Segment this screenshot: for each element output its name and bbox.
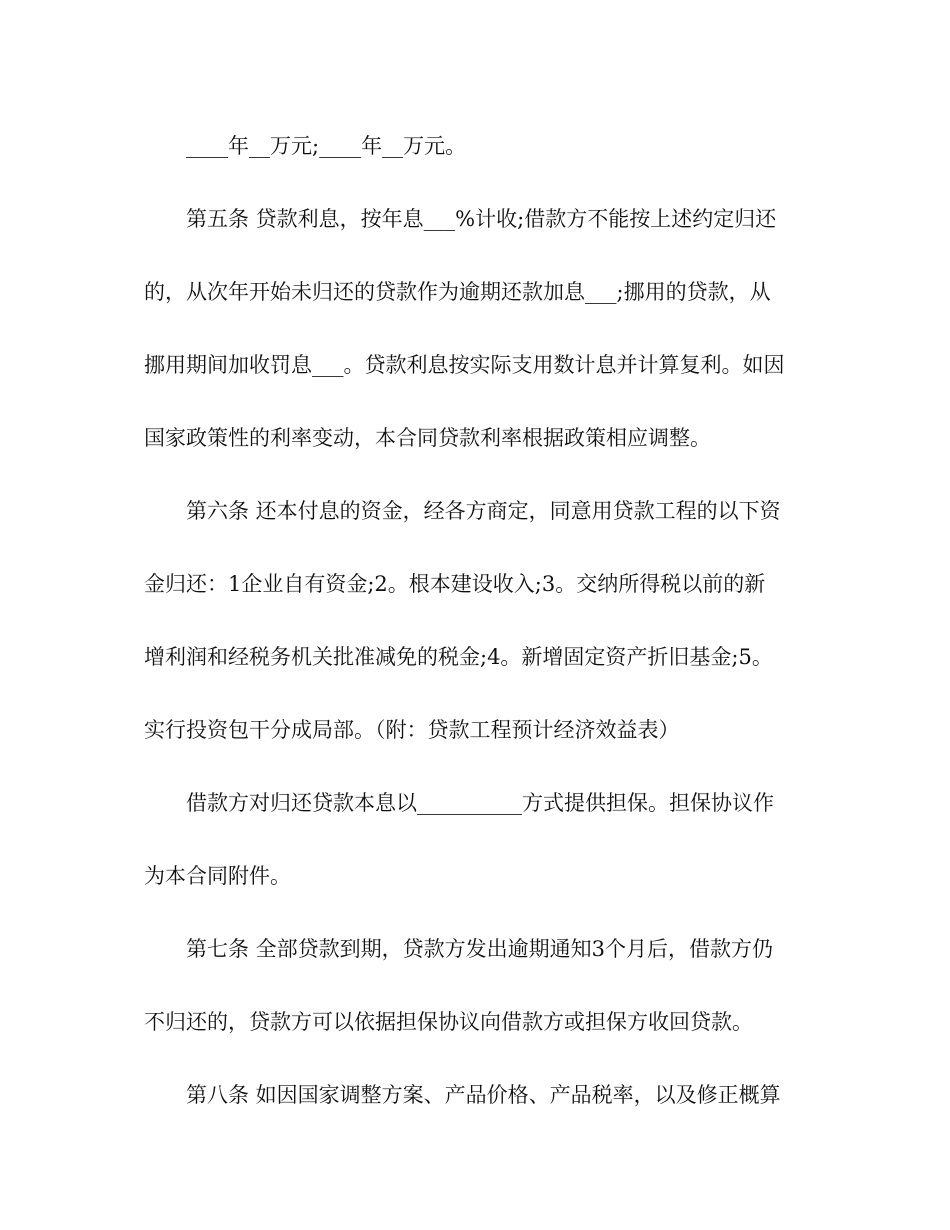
guarantee-paragraph-line: 借款方对归还贷款本息以__________方式提供担保。担保协议作 (186, 791, 774, 815)
text-line: 实行投资包干分成局部。（附：贷款工程预计经济效益表） (144, 718, 680, 742)
text-line: 金归还：1企业自有资金;2。根本建设收入;3。交纳所得税以前的新 (144, 572, 766, 596)
article-7-heading-line: 第七条 全部贷款到期，贷款方发出逾期通知3个月后，借款方仍 (186, 937, 774, 961)
text-line: 挪用期间加收罚息___。贷款利息按实际支用数计息并计算复利。如因 (144, 353, 785, 377)
text-line: ____年__万元;____年__万元。 (186, 134, 467, 158)
text-line: 不归还的，贷款方可以依据担保协议向借款方或担保方收回贷款。 (144, 1010, 753, 1034)
article-8-heading-line: 第八条 如因国家调整方案、产品价格、产品税率，以及修正概算 (186, 1083, 781, 1107)
text-line: 的，从次年开始未归还的贷款作为逾期还款加息___;挪用的贷款，从 (144, 280, 771, 304)
article-5-heading-line: 第五条 贷款利息，按年息___%计收;借款方不能按上述约定归还 (186, 207, 777, 231)
text-line: 增利润和经税务机关批准减免的税金;4。新增固定资产折旧基金;5。 (144, 645, 773, 669)
text-line: 为本合同附件。 (144, 864, 291, 888)
article-6-heading-line: 第六条 还本付息的资金，经各方商定，同意用贷款工程的以下资 (186, 499, 781, 523)
text-line: 国家政策性的利率变动，本合同贷款利率根据政策相应调整。 (144, 426, 711, 450)
